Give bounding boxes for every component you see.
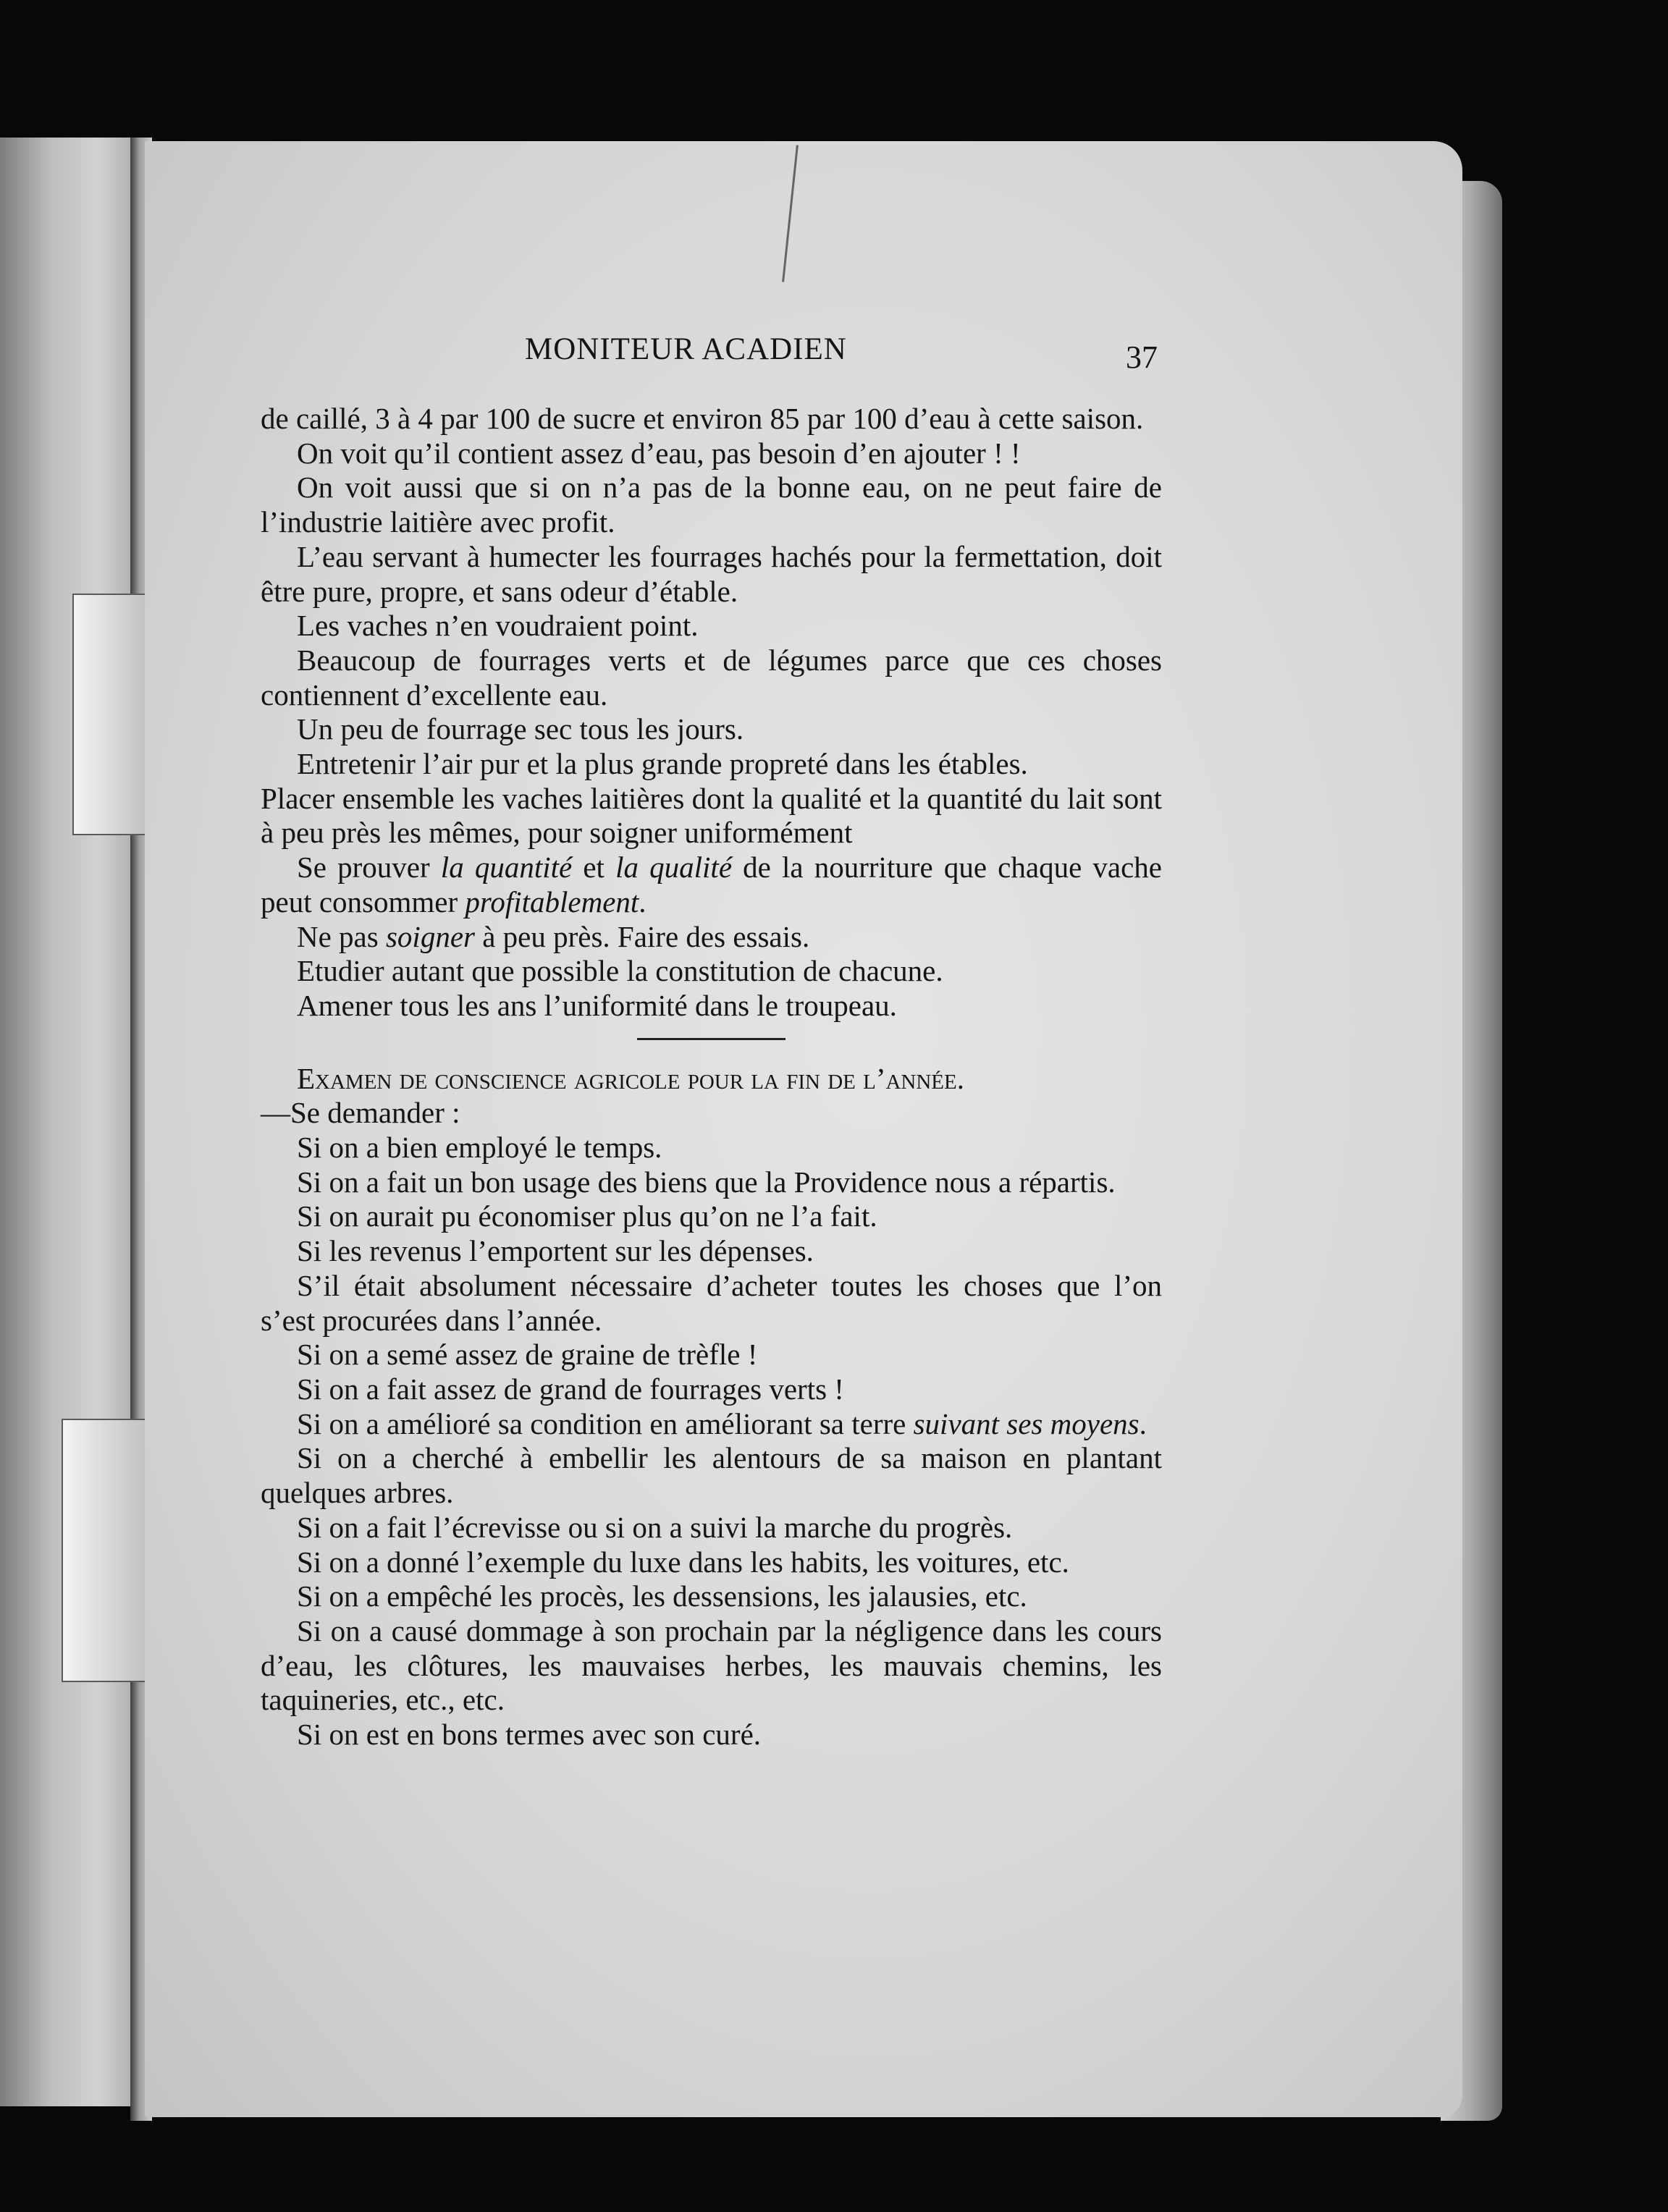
- running-title: MONITEUR ACADIEN: [525, 332, 847, 366]
- paragraph: de caillé, 3 à 4 par 100 de sucre et environ 85 par 100 d’eau à cette saison.: [261, 402, 1144, 435]
- text-run: à peu près. Faire des essais.: [474, 919, 810, 953]
- list-item: Si on aurait pu économiser plus qu’on ne l’a fait.: [297, 1199, 877, 1233]
- italic-text: suivant ses moyens: [913, 1406, 1140, 1440]
- paragraph: Amener tous les ans l’uniformité dans le troupeau.: [297, 988, 897, 1022]
- text-run: Ne pas: [297, 919, 386, 953]
- paragraph: [261, 920, 1162, 955]
- binding-tape: [62, 1419, 155, 1682]
- list-item: Si on a empêché les procès, les dessensions, les jalausies, etc.: [297, 1579, 1027, 1613]
- text-run: Si on a amélioré sa condition en améliorant sa terre: [297, 1406, 914, 1440]
- section-heading: [261, 1062, 1162, 1097]
- list-item: Si on a cherché à embellir les alentours de sa maison en plantant quelques arbres.: [261, 1441, 1162, 1510]
- paragraph: Beaucoup de fourrages verts et de légumes parce que ces choses contiennent d’excellente eau.: [261, 643, 1162, 712]
- paragraph: Un peu de fourrage sec tous les jours.: [297, 712, 744, 746]
- list-item: Si les revenus l’emportent sur les dépenses.: [297, 1234, 814, 1268]
- page-number: 37: [1126, 339, 1158, 375]
- paragraph: L’eau servant à humecter les fourrages hachés pour la fermettation, doit être pure, propre, et sans odeur d’étable.: [261, 539, 1162, 608]
- list-item: Si on a semé assez de graine de trèfle !: [297, 1338, 758, 1372]
- section-divider: [637, 1038, 785, 1040]
- paragraph: On voit qu’il contient assez d’eau, pas besoin d’en ajouter ! !: [297, 436, 1021, 470]
- list-item: S’il était absolument nécessaire d’acheter toutes les choses que l’on s’est procurées dans l’année.: [261, 1268, 1162, 1337]
- paragraph: —Se demander :: [261, 1096, 460, 1130]
- paragraph: On voit aussi que si on n’a pas de la bonne eau, on ne peut faire de l’industrie laitière avec profit.: [261, 470, 1162, 539]
- page-body: [261, 402, 1162, 1752]
- heading-text: Examen de conscience agricole pour la fin de l’année.: [297, 1061, 964, 1095]
- paragraph: Les vaches n’en voudraient point.: [297, 609, 699, 643]
- italic-text: soigner: [385, 919, 475, 953]
- paragraph: Entretenir l’air pur et la plus grande propreté dans les étables.: [297, 747, 1028, 781]
- binding-tape: [72, 594, 155, 835]
- text-run: de la nourriture que chaque vache peut consommer: [261, 850, 1163, 919]
- paragraph: [261, 850, 1162, 919]
- paragraph: Etudier autant que possible la constitution de chacune.: [297, 954, 943, 988]
- list-item: Si on a donné l’exemple du luxe dans les habits, les voitures, etc.: [297, 1545, 1069, 1579]
- text-run: Se prouver: [297, 850, 441, 885]
- list-item: Si on a fait assez de grand de fourrages verts !: [297, 1372, 844, 1406]
- text-run: .: [639, 885, 646, 919]
- italic-text: profitablement: [465, 885, 639, 919]
- italic-text: la quantité: [440, 850, 573, 885]
- text-run: et: [572, 850, 616, 885]
- list-item: Si on a bien employé le temps.: [297, 1131, 662, 1165]
- list-item: Si on a fait un bon usage des biens que la Providence nous a répartis.: [297, 1165, 1116, 1199]
- list-item: Si on a causé dommage à son prochain par la négligence dans les cours d’eau, les clôtures, les mauvaises herbes, les mauvais chemins, les taquineries, etc., etc.: [261, 1613, 1162, 1717]
- text-run: .: [1139, 1406, 1147, 1440]
- italic-text: la qualité: [615, 850, 733, 885]
- previous-page-edge: [0, 138, 141, 2106]
- paragraph: Placer ensemble les vaches laitières dont la qualité et la quantité du lait sont à peu près les mêmes, pour soigner uniformément: [261, 781, 1162, 850]
- list-item: Si on a fait l’écrevisse ou si on a suivi la marche du progrès.: [297, 1510, 1013, 1544]
- list-item: [261, 1407, 1162, 1442]
- list-item: Si on est en bons termes avec son curé.: [297, 1718, 762, 1752]
